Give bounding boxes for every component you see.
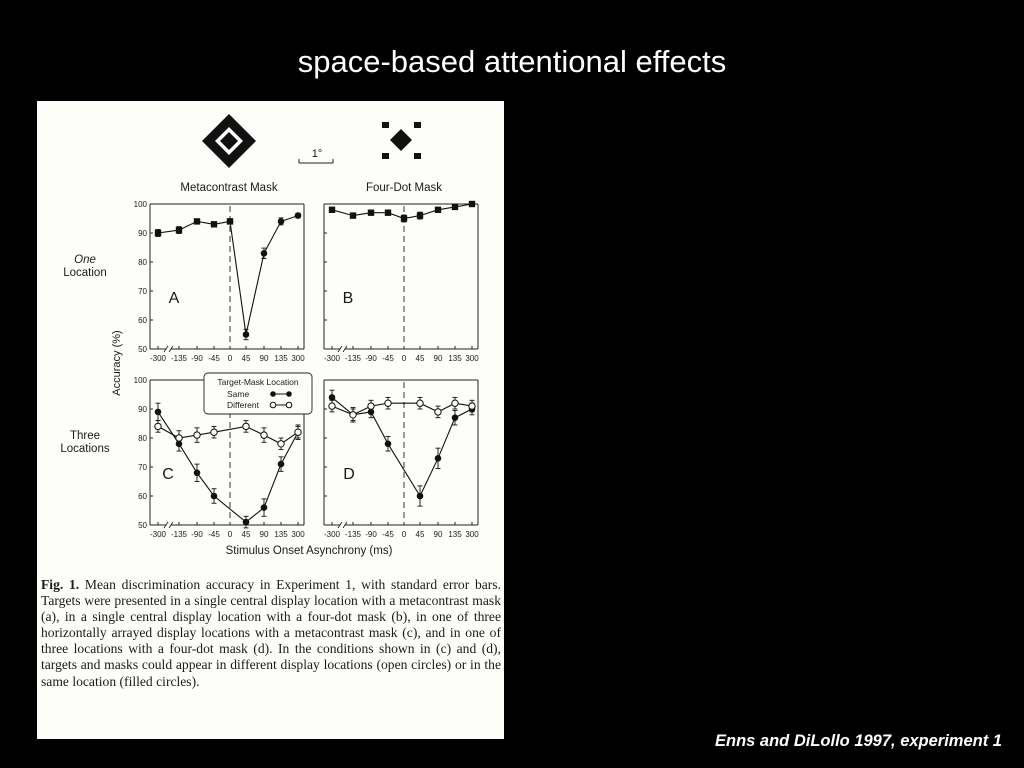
panel-c-x-tick-label: -90 [191,530,203,539]
panel-c-x-tick-label: -300 [149,530,167,539]
panel-a-letter: A [168,290,180,307]
legend-different-label: Different [227,400,259,410]
row-label-one-line2: Location [63,267,107,279]
panel-c-series-same-point [243,519,250,526]
panel-b-x-tick-label: 300 [465,354,479,363]
panel-a-series-2-point [227,218,234,225]
panel-c-series-same-point [261,504,268,511]
panel-d-x-tick-label: 0 [401,530,407,539]
panel-d-series-different-point [435,409,441,415]
panel-a-series-1-point [155,230,161,236]
panel-b-series-1-point [401,215,407,221]
panel-c-y-tick-label: 60 [138,492,147,501]
caption-label: Fig. 1. [41,577,80,592]
panel-a-y-tick-label: 70 [138,287,147,296]
panel-c-series-different-point [243,423,249,429]
panel-a-y-tick-label: 90 [138,229,147,238]
legend-different-marker-right [286,402,292,408]
panel-b [324,201,479,363]
figure-panel [37,101,504,739]
panel-d-series-different-point [368,403,374,409]
panel-a-y-tick-label: 80 [138,258,147,267]
panel-c-series-same-point [194,470,201,477]
figure-caption [41,577,501,690]
panel-d-series-same-point [417,493,424,500]
panel-b-x-tick-label: -90 [365,354,377,363]
panel-b-x-tick-label: -135 [344,354,362,363]
figure-svg [37,101,504,571]
panel-d-series-different-point [452,400,458,406]
panel-a-x-tick-label: 300 [291,354,305,363]
panel-c-series-different-point [261,432,267,438]
panel-c-y-tick-label: 70 [138,463,147,472]
panel-c-series-different-point [155,423,161,429]
panel-a-x-tick-label: -300 [149,354,167,363]
scale-bar [299,148,333,163]
panel-c-y-tick-label: 80 [138,434,147,443]
panel-a-x-tick-label: 90 [259,354,269,363]
panel-d-series-different-point [329,403,335,409]
panel-c-y-tick-label: 90 [138,405,147,414]
panel-d-x-tick-label: -45 [382,530,394,539]
panel-a-x-tick-label: 0 [227,354,233,363]
panel-a-series-1-point [176,227,182,233]
legend-same-marker-left [270,391,276,397]
panel-d-x-tick-label: -300 [323,530,341,539]
metacontrast-stimulus-icon [202,114,256,168]
panel-c-series-same-point [278,461,285,468]
panel-b-title: Four-Dot Mask [365,182,443,194]
panel-a-series-2-point [261,250,268,257]
panel-b-x-tick-label: 45 [415,354,425,363]
panel-d-letter: D [343,466,355,483]
panel-d-series-same-point [329,394,336,401]
panel-c-series-different-point [278,441,284,447]
plots-layer [134,200,480,539]
panel-a-x-tick-label: -135 [170,354,188,363]
panel-d-series-same-point [435,455,442,462]
panel-b-series-1-point [452,204,458,210]
y-axis-label: Accuracy (%) [111,330,123,396]
slide-title: space-based attentional effects [297,44,727,79]
row-label-three-line1: Three [69,430,101,442]
panel-c-series-different-point [176,435,182,441]
panel-c-x-tick-label: -135 [170,530,188,539]
panel-c-x-tick-label: 90 [259,530,269,539]
panel-d-series-different-point [469,403,475,409]
panel-d-series-same-point [385,441,392,448]
panel-c-letter: C [162,466,174,483]
panel-a-x-tick-label: -45 [208,354,220,363]
panel-d-series-different-point [385,400,391,406]
panel-d-series-different-point [350,412,356,418]
panel-b-series-1-point [469,201,475,207]
panel-b-x-tick-label: 90 [433,354,443,363]
row-label-one-line1: One [74,254,96,266]
panel-c-x-tick-label: 135 [274,530,288,539]
scale-label: 1° [311,148,323,160]
panel-a-y-tick-label: 50 [138,345,147,354]
panel-c-series-different-point [194,432,200,438]
panel-c-series-same-point [211,493,218,500]
panel-a-x-tick-label: 45 [241,354,251,363]
panel-c-series-different-point [295,429,301,435]
panel-a-x-tick-label: 135 [274,354,288,363]
panel-b-x-tick-label: -300 [323,354,341,363]
x-axis-label: Stimulus Onset Asynchrony (ms) [225,545,393,557]
panel-c-y-tick-label: 100 [133,376,147,385]
panel-a-y-tick-label: 60 [138,316,147,325]
panel-b-letter: B [342,290,354,307]
panel-d-x-tick-label: -90 [365,530,377,539]
panel-c-x-tick-label: 45 [241,530,251,539]
panel-c-y-tick-label: 50 [138,521,147,530]
panel-c-series-same-point [155,409,162,416]
panel-b-x-tick-label: -45 [382,354,394,363]
panel-d-series-same-point [452,414,459,421]
panel-b-series-1-point [368,210,374,216]
panel-b-series-1-point [435,207,441,213]
panel-c-x-tick-label: -45 [208,530,220,539]
panel-d-series-different-point [417,400,423,406]
four-dot-stimulus-icon [382,122,421,159]
legend-title: Target-Mask Location [217,377,299,387]
legend-same-marker-right [286,391,292,397]
panel-a-y-tick-label: 100 [133,200,147,209]
panel-d-x-tick-label: 135 [448,530,462,539]
panel-b-x-tick-label: 0 [401,354,407,363]
panel-a-series-2-point [278,218,285,225]
legend-different-marker-left [270,402,276,408]
panel-d-x-tick-label: 300 [465,530,479,539]
panel-a-title: Metacontrast Mask [180,182,278,194]
panel-a-series-1-point [211,221,217,227]
panel-d-x-tick-label: 45 [415,530,425,539]
panel-d-x-tick-label: -135 [344,530,362,539]
panel-a-series-2-point [295,212,302,219]
panel-c-series-different-point [211,429,217,435]
panel-b-x-tick-label: 135 [448,354,462,363]
panel-c-x-tick-label: 0 [227,530,233,539]
panel-a-series-1-point [194,218,200,224]
row-label-three-line2: Locations [60,443,110,455]
panel-a [134,200,306,363]
panel-a-x-tick-label: -90 [191,354,203,363]
panel-b-series-1-point [417,212,423,218]
panel-c-series-same-line [158,412,298,522]
panel-d-x-tick-label: 90 [433,530,443,539]
legend [204,373,312,414]
panel-b-series-1-point [329,207,335,213]
panel-c-x-tick-label: 300 [291,530,305,539]
citation: Enns and DiLollo 1997, experiment 1 [714,732,1002,750]
panel-b-series-1-point [350,212,356,218]
panel-d [324,380,479,539]
caption-text: Mean discrimination accuracy in Experiment 1, with standard error bars. Targets were presented in a single central display location with a metacontrast mask (a), in a single central display location with a four-dot mask (b), in one of three horizontally arrayed display locations with a metacontrast mask (c), and in one of three locations with a four-dot mask (d). In the conditions shown in (c) and (d), targets and masks could appear in different display locations (open circles) or in the same location (filled circles). [41,577,501,689]
panel-a-series-2-line [230,216,298,335]
panel-a-series-2-point [243,331,250,338]
legend-same-label: Same [227,389,250,399]
panel-b-series-1-point [385,210,391,216]
